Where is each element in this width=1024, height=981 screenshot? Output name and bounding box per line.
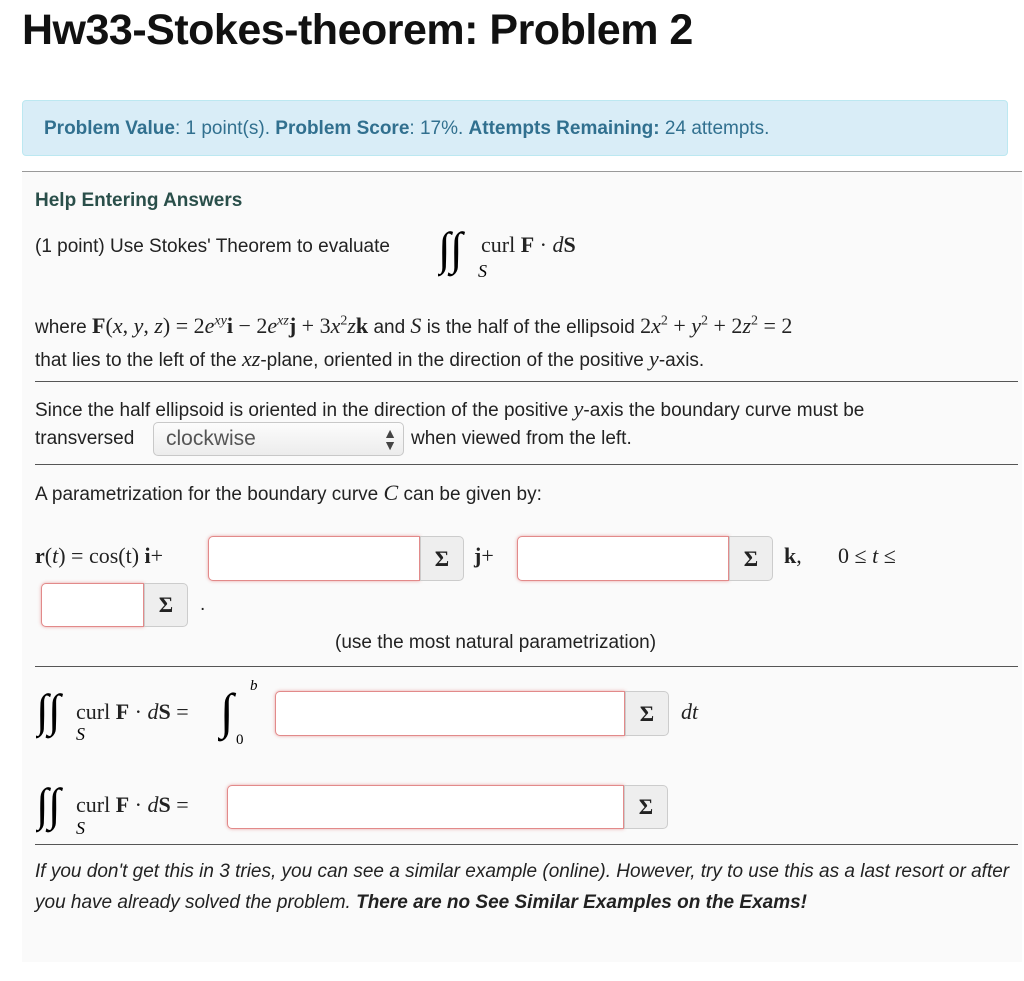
problem-score-label: Problem Score [275, 118, 410, 139]
sigma-icon[interactable]: Σ [729, 536, 773, 581]
divider [35, 666, 1018, 667]
attempts-text: 24 attempts. [659, 118, 770, 139]
problem-value-label: Problem Value [44, 118, 175, 139]
svg-text:∫: ∫ [450, 223, 463, 274]
attempts-label: Attempts Remaining: [468, 118, 660, 139]
integrand-input[interactable] [275, 691, 625, 736]
transversed-label: transversed [35, 428, 135, 449]
sigma-icon[interactable]: Σ [144, 583, 188, 627]
curl-f-ds-equals: curl F · dS = [76, 792, 189, 817]
no-similar-examples-warning: There are no See Similar Examples on the Exams! [356, 892, 808, 913]
t-upper-bound-input[interactable] [41, 583, 144, 627]
period: . [200, 594, 206, 615]
svg-text:∫: ∫ [36, 685, 49, 736]
problem-body [22, 171, 1022, 962]
sigma-icon[interactable]: Σ [624, 785, 668, 829]
page-title: Hw33-Stokes-theorem: Problem 2 [22, 6, 693, 54]
problem-intro: (1 point) Use Stokes' Theorem to evaluate [35, 236, 390, 257]
svg-text:S: S [478, 261, 487, 280]
curl-f-ds-equals: curl F · dS = [76, 699, 189, 724]
definite-integral-symbol [218, 672, 268, 747]
similar-example-note: If you don't get this in 3 tries, you can see a similar example (online). However, try to use this as a last resort or after you have already solved the problem. There are no See Similar Examples on the Exams! [35, 861, 1010, 913]
final-answer-input[interactable] [227, 785, 624, 829]
svg-text:∫: ∫ [438, 223, 451, 274]
k-unit-label: k, [784, 543, 802, 568]
sigma-icon[interactable]: Σ [625, 691, 669, 736]
svg-text:0: 0 [236, 732, 244, 747]
k-component-input[interactable] [517, 536, 729, 581]
t-range-expression: 0 ≤ t ≤ [838, 543, 896, 568]
orientation-question: Since the half ellipsoid is oriented in the direction of the positive y-axis the boundary curve must be [35, 396, 865, 421]
svg-text:∫: ∫ [48, 779, 61, 830]
j-component-input[interactable] [208, 536, 420, 581]
svg-text:b: b [250, 678, 258, 694]
vector-field-statement: where F(x, y, $z) = 2e^{xy}i - 2e^{xz}j + 3x^2zk$ and S is the half of the ellipsoid $2x^2 + y^2 + 2z^2 = 2$ [35, 313, 793, 338]
svg-text:∫: ∫ [220, 683, 234, 739]
parametrization-prompt: A parametrization for the boundary curve C can be given by: [35, 480, 542, 505]
curl-f-ds-expression: curl F · dS [481, 232, 576, 257]
help-entering-answers-link[interactable]: Help Entering Answers [35, 190, 243, 211]
orientation-statement: that lies to the left of the xz-plane, oriented in the direction of the positive y-axis. [35, 346, 705, 371]
divider [35, 844, 1018, 845]
svg-text:∫: ∫ [48, 685, 61, 736]
sigma-icon[interactable]: Σ [420, 536, 464, 581]
natural-parametrization-note: (use the most natural parametrization) [335, 632, 657, 653]
r-of-t-expression: r(t) = cos(t) i+ [35, 543, 164, 568]
direction-select[interactable]: clockwise ▲ ▼ [153, 422, 404, 456]
svg-text:∫: ∫ [36, 779, 49, 830]
viewed-from-label: when viewed from the left. [411, 428, 632, 449]
dt-label: dt [681, 699, 699, 724]
svg-text:S: S [76, 724, 85, 742]
problem-value-text: : 1 point(s). [174, 118, 276, 139]
problem-info-banner [22, 100, 1008, 156]
problem-score-text: : 17%. [409, 118, 469, 139]
updown-arrows-icon: ▲ ▼ [383, 425, 397, 453]
divider [35, 381, 1018, 382]
svg-text:S: S [76, 818, 85, 836]
divider [35, 464, 1018, 465]
j-unit-label: j+ [474, 543, 494, 568]
